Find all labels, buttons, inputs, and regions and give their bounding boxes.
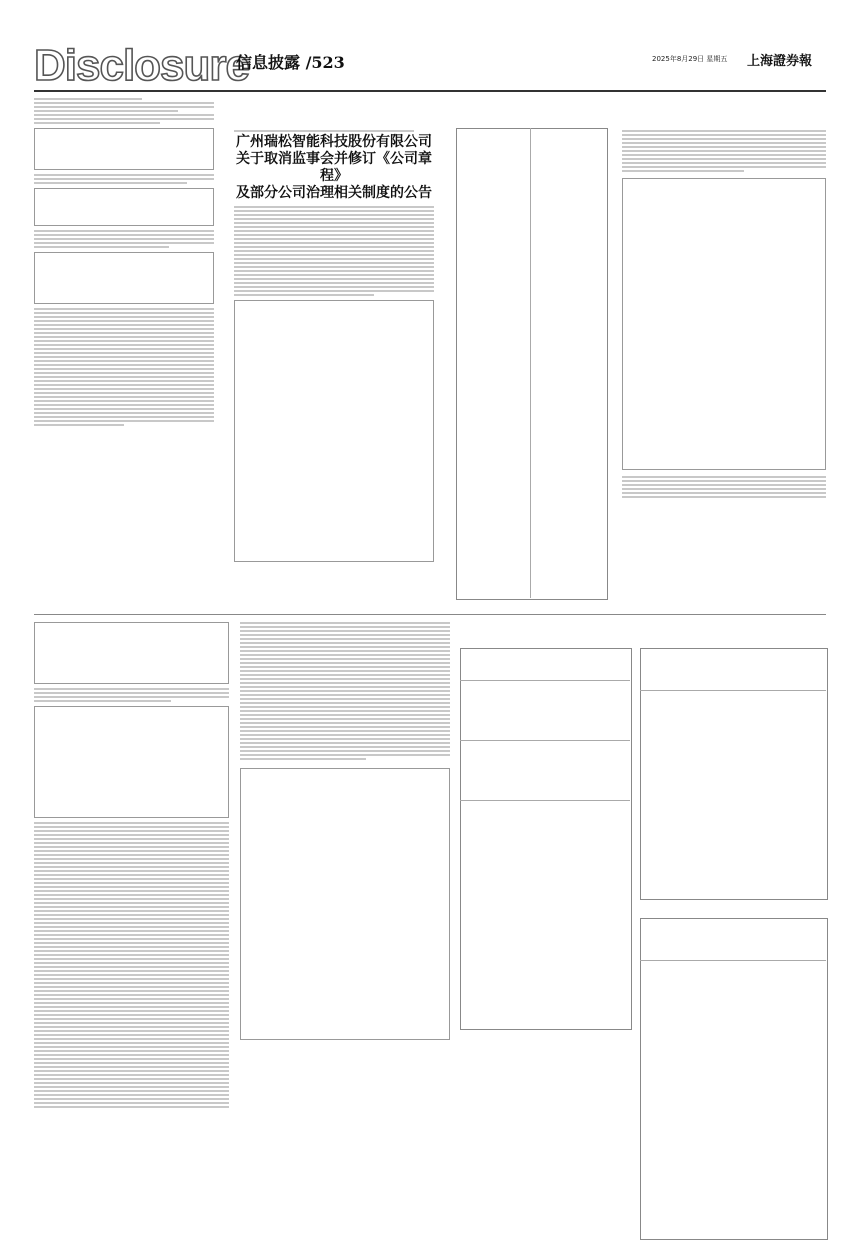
amendment-table-continued [456, 128, 608, 600]
newspaper-logo: 上海證券報 [747, 54, 813, 69]
disclosure-logo: Disclosure [34, 41, 249, 90]
data-table [34, 128, 214, 170]
fund-usage-table [240, 768, 450, 1040]
column-6-text [240, 622, 450, 1242]
column-1-text [34, 98, 214, 608]
amendment-table [234, 300, 434, 562]
governance-rules-table [622, 178, 826, 470]
page-header [0, 0, 857, 92]
main-headline-line-1: 广州瑞松智能科技股份有限公司 [236, 134, 432, 150]
data-table [34, 622, 229, 684]
issue-date: 2025年8月29日 星期五 [652, 55, 728, 63]
fund-usage-table-1 [460, 648, 632, 1030]
data-table [34, 706, 229, 818]
main-headline-line-2: 关于取消监事会并修订《公司章程》 [236, 151, 432, 184]
fund-usage-table-2 [640, 648, 828, 900]
page-divider [34, 614, 826, 615]
fund-usage-table-3 [640, 918, 828, 1240]
column-4-text [622, 130, 826, 610]
section-title: 信息披露 /523 [236, 53, 345, 72]
main-headline-line-3: 及部分公司治理相关制度的公告 [236, 185, 432, 201]
header-rule [34, 90, 826, 92]
article-main [234, 130, 434, 610]
data-table [34, 188, 214, 226]
column-5-text [34, 622, 229, 1242]
data-table [34, 252, 214, 304]
